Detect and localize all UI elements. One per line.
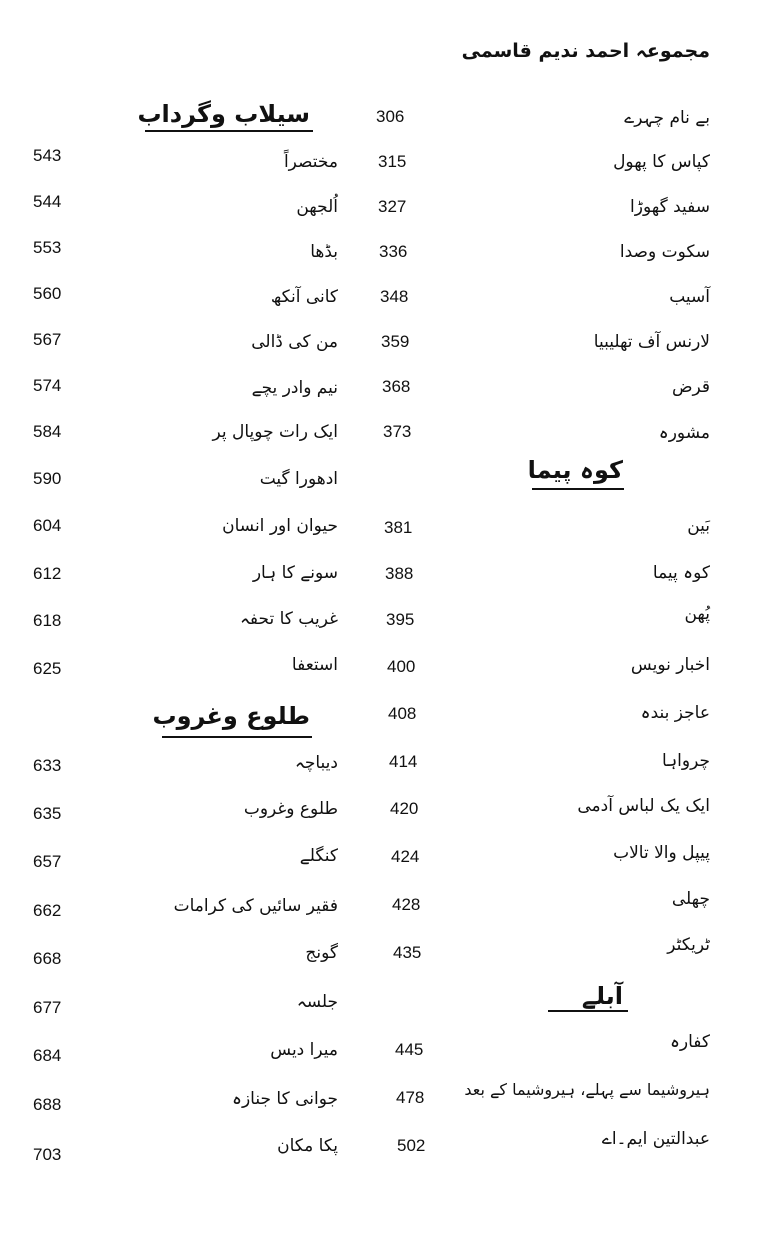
- toc-entry-title: استعفا: [291, 655, 338, 675]
- toc-entry-title: سونے کا ہار: [252, 563, 338, 583]
- toc-entry-title: عبدالتین ایم۔اے: [601, 1129, 710, 1149]
- toc-entry-page: 584: [33, 422, 62, 441]
- toc-entry-page: 560: [33, 284, 62, 303]
- toc-entry-title: اُلجھن: [296, 197, 338, 217]
- toc-entry-title: لارنس آف تھلیبیا: [593, 332, 710, 352]
- toc-entry-page: 703: [33, 1145, 62, 1164]
- toc-entry-title: قرض: [671, 377, 710, 397]
- toc-entry-title: غریب کا تحفہ: [239, 609, 338, 629]
- toc-entry-title: کپاس کا پھول: [613, 152, 710, 172]
- toc-entry-page: 543: [33, 146, 62, 165]
- toc-entry-title: پیپل والا تالاب: [613, 843, 710, 863]
- toc-entry-title: ادھورا گیت: [259, 469, 338, 489]
- toc-entry-page: 625: [33, 659, 62, 678]
- toc-entry-page: 327: [378, 197, 407, 216]
- toc-entry-title: ایک یک لباس آدمی: [577, 796, 710, 816]
- toc-entry-title: کنگلے: [299, 846, 338, 866]
- toc-entry-page: 612: [33, 564, 62, 583]
- toc-entry-title: اخبار نویس: [630, 655, 710, 675]
- toc-entry-page: 420: [390, 799, 419, 818]
- toc-entry-title: طلوع وغروب: [243, 799, 338, 819]
- toc-entry-title: گونج: [305, 943, 338, 963]
- toc-entry-page: 373: [383, 422, 412, 441]
- toc-entry-title: مشورہ: [658, 423, 710, 443]
- toc-entry-title: چرواہا: [662, 751, 710, 771]
- toc-entry-page: 684: [33, 1046, 62, 1065]
- toc-entry-page: 688: [33, 1095, 62, 1114]
- section-heading-tulu: طلوع وغروب: [152, 702, 310, 730]
- toc-entry-title: من کی ڈالی: [251, 332, 338, 352]
- toc-entry-title: مختصراً: [283, 152, 338, 172]
- toc-entry-page: 445: [395, 1040, 424, 1059]
- toc-entry-title: پکا مکان: [277, 1136, 338, 1156]
- toc-entry-title: جوانی کا جنازہ: [232, 1089, 338, 1109]
- toc-entry-title: کانی آنکھ: [270, 287, 338, 307]
- toc-entry-title: بے نام چہرے: [624, 108, 710, 128]
- toc-entry-page: 414: [389, 752, 418, 771]
- toc-entry-page: 502: [397, 1136, 426, 1155]
- toc-entry-page: 590: [33, 469, 62, 488]
- toc-entry-title: سفید گھوڑا: [630, 197, 710, 217]
- toc-entry-title: بَین: [687, 516, 710, 536]
- toc-entry-title: آسیب: [669, 287, 710, 307]
- heading-underline: [548, 1010, 628, 1012]
- toc-entry-page: 567: [33, 330, 62, 349]
- toc-entry-page: 368: [382, 377, 411, 396]
- toc-entry-page: 424: [391, 847, 420, 866]
- toc-entry-title: میرا دیس: [270, 1040, 338, 1060]
- toc-entry-page: 553: [33, 238, 62, 257]
- toc-entry-page: 388: [385, 564, 414, 583]
- toc-entry-page: 395: [386, 610, 415, 629]
- toc-entry-title: سکوت وصدا: [619, 242, 710, 262]
- toc-entry-title: کفارہ: [669, 1032, 710, 1052]
- toc-entry-page: 618: [33, 611, 62, 630]
- toc-entry-page: 315: [378, 152, 407, 171]
- toc-entry-title: عاجز بندہ: [640, 703, 710, 723]
- toc-entry-title: فقیر سائیں کی کرامات: [173, 896, 338, 916]
- toc-entry-page: 635: [33, 804, 62, 823]
- heading-underline: [532, 488, 624, 490]
- toc-entry-title: چھلی: [671, 889, 710, 909]
- toc-entry-page: 408: [388, 704, 417, 723]
- toc-entry-page: 435: [393, 943, 422, 962]
- toc-entry-page: 359: [381, 332, 410, 351]
- toc-entry-title: ٹریکٹر: [667, 935, 710, 955]
- toc-entry-page: 306: [376, 107, 405, 126]
- toc-entry-page: 633: [33, 756, 62, 775]
- toc-entry-page: 604: [33, 516, 62, 535]
- toc-entry-title: ہیروشیما سے پہلے، ہیروشیما کے بعد: [464, 1080, 710, 1099]
- toc-entry-title: نیم وادر یچے: [251, 378, 338, 398]
- toc-entry-page: 657: [33, 852, 62, 871]
- heading-underline: [145, 130, 313, 132]
- toc-entry-page: 381: [384, 518, 413, 537]
- toc-entry-page: 662: [33, 901, 62, 920]
- toc-entry-title: ایک رات چوپال پر: [212, 422, 338, 442]
- section-heading-sailab: سیلاب وگرداب: [137, 100, 310, 128]
- toc-entry-title: بڈھا: [310, 242, 338, 262]
- toc-entry-page: 428: [392, 895, 421, 914]
- toc-entry-page: 677: [33, 998, 62, 1017]
- toc-entry-page: 400: [387, 657, 416, 676]
- toc-entry-page: 574: [33, 376, 62, 395]
- toc-entry-title: جلسہ: [296, 992, 338, 1012]
- toc-entry-page: 544: [33, 192, 62, 211]
- toc-entry-page: 348: [380, 287, 409, 306]
- book-title: مجموعہ احمد ندیم قاسمی: [461, 40, 710, 62]
- toc-entry-title: دیباچہ: [294, 753, 338, 773]
- toc-entry-page: 478: [396, 1088, 425, 1107]
- toc-entry-title: پُھن: [684, 604, 710, 624]
- toc-entry-page: 668: [33, 949, 62, 968]
- toc-entry-title: حیوان اور انسان: [222, 516, 338, 536]
- toc-entry-page: 336: [379, 242, 408, 261]
- section-heading-aable: آبلے: [581, 982, 623, 1010]
- heading-underline: [162, 736, 312, 738]
- toc-entry-title: کوہ پیما: [652, 563, 710, 583]
- section-heading-koh-paima: کوہ پیما: [527, 456, 623, 484]
